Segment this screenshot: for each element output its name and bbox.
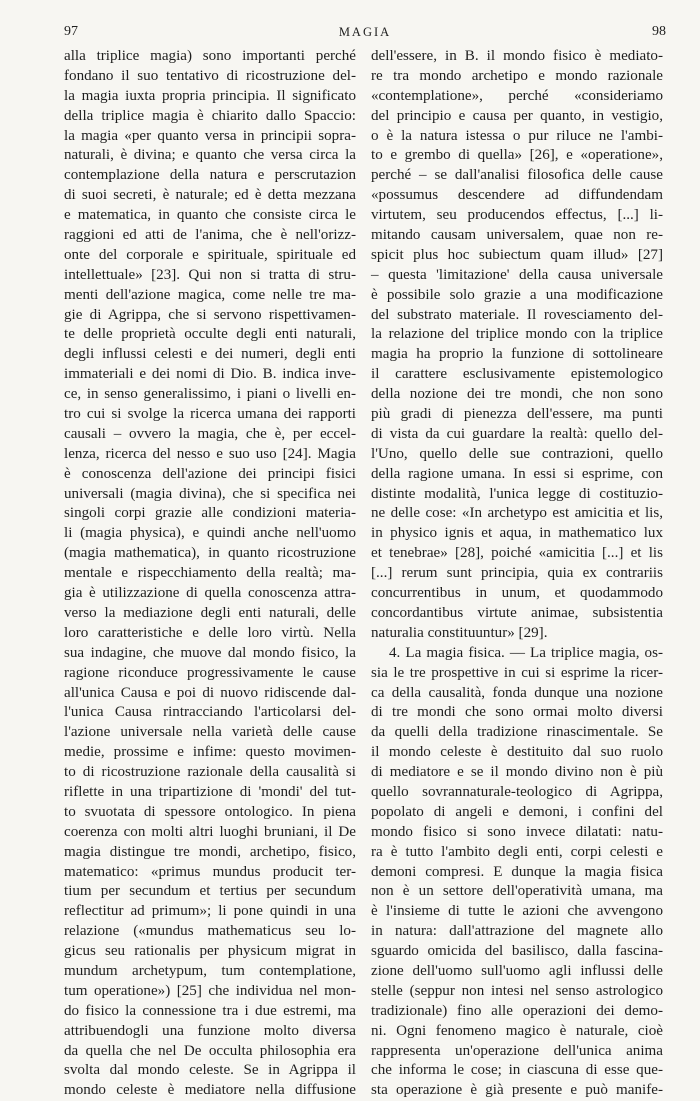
text-line: reflectitur ad primum»; li pone quindi in una [64, 903, 356, 920]
text-line: gie di Agrippa, che si servono rispettivamen- [64, 306, 356, 323]
text-line: ra è tutto l'ambito degli enti, corpi celesti e [371, 843, 663, 860]
text-line: mundum archetypum, tum contemplatione, [64, 962, 356, 979]
page-number-left: 97 [64, 24, 78, 39]
text-line: menti dell'azione magica, come nelle tre ma- [64, 286, 356, 303]
page-number-right: 98 [652, 24, 666, 39]
text-line: la relazione del triplice mondo con la triplice [371, 326, 663, 343]
text-line: dell'essere, in B. il mondo fisico è mediato- [371, 48, 663, 64]
text-line: la magia iuxta propria principia. Il significato [64, 87, 356, 104]
running-title: MAGIA [338, 25, 392, 39]
text-line: «contemplatione», perché «consideriamo [371, 87, 663, 104]
text-line: mondo fisico si sono invece dilatati: natu- [371, 823, 663, 840]
text-line: del substrato materiale. Il rovesciamento del- [371, 306, 663, 323]
text-line: singoli corpi grazie alle condizioni materia- [64, 505, 356, 522]
text-line: naturali, è divina; e quanto che versa circa la [64, 147, 356, 164]
text-line: magia ha proprio la funzione di sottolineare [371, 346, 663, 363]
text-line: distinte modalità, l'unica legge di costituzio- [371, 485, 663, 502]
text-line: l'azione universale nella varietà delle cause [64, 724, 356, 741]
text-line: di mediatore e se il mondo divino non è più [371, 764, 663, 781]
text-line: da quelli della tradizione rinascimentale. Se [371, 724, 663, 741]
text-line: tium per secundum et tertius per secundum [64, 883, 356, 900]
text-line: del principio e causa per quanto, in vestigio, [371, 107, 663, 124]
text-line: concurrentibus in unum, et quodammodo [371, 585, 663, 602]
text-line: mondo celeste è mediatore nella diffusione [64, 1082, 356, 1099]
text-line: popolato di angeli e demoni, i confini del [371, 803, 663, 820]
text-line: verso la mediazione degli enti naturali, delle [64, 604, 356, 621]
text-line: universali (magia divina), che si specifica nei [64, 485, 356, 502]
text-line: 4. La magia fisica. — La triplice magia, os- [389, 644, 663, 661]
text-line: [...] rerum sunt principia, quia ex contrariis [371, 565, 663, 582]
text-line: virtutem, seu producendos effectus, [...] li- [371, 207, 663, 224]
text-line: mentale e rispecchiamento della realtà; ma- [64, 565, 356, 582]
text-line: è possibile solo grazie a una modificazione [371, 286, 663, 303]
text-line: quello sovrannaturale-teologico di Agrippa, [371, 783, 663, 800]
text-line: et tenebrae» [28], poiché «amicitia [...] et lis [371, 545, 663, 562]
text-line: che informa le cose; in ciascuna di esse que- [371, 1062, 663, 1079]
text-line: l'unica Causa rintracciando l'articolarsi del- [64, 704, 356, 721]
text-line: mitando causam universalem, quae non re- [371, 227, 663, 244]
text-line: della ragione umana. In essi si esprime, con [371, 465, 663, 482]
text-line: to e grembo di quella» [26], e «operatione», [371, 147, 663, 164]
text-line: o è la natura istessa o pur riluce ne l'ambi- [371, 127, 663, 144]
text-line: gia è utilizzazione di quella conoscenza attra- [64, 585, 356, 602]
text-line: immateriali e dei nomi di Dio. B. indica inve- [64, 366, 356, 383]
text-line: spicit plus hoc subiectum quam illud» [27] [371, 246, 663, 263]
text-line: più gradi di pienezza dell'essere, ma punti [371, 406, 663, 423]
text-line: magia distingue tre mondi, archetipo, fisico, [64, 843, 356, 860]
text-line: gicus seu rationalis per physicum migrat in [64, 943, 356, 960]
text-line: (magia mathematica), in quanto ricostruzione [64, 545, 356, 562]
text-line: il carattere esclusivamente epistemologico [371, 366, 663, 383]
text-line: te delle proprietà occulte degli enti naturali, [64, 326, 356, 343]
text-line: contemplazione della natura e perscrutazion [64, 167, 356, 184]
text-line: li (magia physica), e quindi anche nell'uomo [64, 525, 356, 542]
text-line: onte del corporale e spirituale, spirituale ed [64, 246, 356, 263]
text-line: ragione riconduce progressivamente le cause [64, 664, 356, 681]
text-line: il mondo celeste è destituito dal suo ruolo [371, 744, 663, 761]
text-line: coerenza con molti altri luoghi bruniani, il De [64, 823, 356, 840]
text-line: è conoscenza dell'azione dei principi fisici [64, 465, 356, 482]
text-line: to di ricostruzione razionale della causalità si [64, 764, 356, 781]
text-line: do fisico la connessione tra i due estremi, ma [64, 1002, 356, 1019]
page-header [64, 24, 666, 44]
text-line: zione dell'uomo sull'uomo agli influssi delle [371, 962, 663, 979]
text-line: demoni compresi. E dunque la magia fisica [371, 863, 663, 880]
text-line: re tra mondo archetipo e mondo razionale [371, 67, 663, 84]
text-line: attribuendogli una funzione molto diversa [64, 1022, 356, 1039]
text-line: in physico ignis et aqua, in mathematico lux [371, 525, 663, 542]
text-line: di vista da cui guardare la realtà: quello del- [371, 425, 663, 442]
text-line: tum operatione») [25] che individua nel mon- [64, 982, 356, 999]
text-line: l'Uno, quello delle sue contrazioni, quello [371, 445, 663, 462]
text-line: ce, in senso generalissimo, i piani o livelli en- [64, 386, 356, 403]
text-line: medie, prossime e infime: questo movimen- [64, 744, 356, 761]
text-line: tro cui si svolge la ricerca umana dei rapporti [64, 406, 356, 423]
text-line: tradizionale) fino alle operazioni dei demo- [371, 1002, 663, 1019]
text-line: matematico: «primus mundus producit ter- [64, 863, 356, 880]
text-line: ni. Ogni fenomeno magico è naturale, cioè [371, 1022, 663, 1039]
left-text-column [64, 47, 356, 1101]
text-line: da quella che nel De occulta philosophia era [64, 1042, 356, 1059]
text-line: fondano il suo tentativo di ricostruzione del- [64, 67, 356, 84]
text-line: raggioni ed atti de l'anima, che è nell'orizz- [64, 227, 356, 244]
text-line: degli influssi celesti e dei numeri, degli enti [64, 346, 356, 363]
text-line: causali – ovvero la magia, che è, per eccel- [64, 425, 356, 442]
text-line: alla triplice magia) sono importanti perché [64, 48, 356, 64]
text-line: sta operazione è già presente e può manife- [371, 1082, 663, 1099]
text-line: ne delle cose: «In archetypo est amicitia et lis, [371, 505, 663, 522]
text-line: della triplice magia è chiarito dallo Spaccio: [64, 107, 356, 124]
text-line: di tre mondi che sono ormai molto diversi [371, 704, 663, 721]
right-text-column [371, 47, 663, 1101]
text-line: è l'insieme di tutte le azioni che avvengono [371, 903, 663, 920]
text-line: naturalia constituuntur» [29]. [371, 624, 548, 641]
text-line: lenza, ricerca del nesso e suo uso [24]. Magia [64, 445, 356, 462]
text-line: sua indagine, che muove dal mondo fisico, la [64, 644, 356, 661]
text-line: riflette in una tripartizione di 'mondi' del tut- [64, 783, 356, 800]
text-line: in natura: dall'attrazione del magnete allo [371, 923, 663, 940]
text-line: stelle (seppur non intesi nel senso astrologico [371, 982, 663, 999]
text-line: della nozione dei tre mondi, che non sono [371, 386, 663, 403]
text-line: – questa 'limitazione' della causa universale [371, 266, 663, 283]
text-line: di suoi secreti, è naturale; ed è detta mezzana [64, 187, 356, 204]
text-line: non è un settore dell'operatività umana, ma [371, 883, 663, 900]
text-line: svolta dal mondo celeste. Se in Agrippa il [64, 1062, 356, 1079]
text-line: all'unica Causa e poi di nuovo ridiscende dal- [64, 684, 356, 701]
text-line: sia le tre prospettive in cui si esprime la ricer- [371, 664, 663, 681]
text-line: «possumus descendere ad diffundendam [371, 187, 663, 204]
text-line: la magia «per quanto versa in principii sopra- [64, 127, 356, 144]
text-line: loro caratteristiche e delle loro virtù. Nella [64, 624, 356, 641]
text-line: sguardo omicida del basilisco, dalla fascina- [371, 943, 663, 960]
text-line: ca della causalità, fonda dunque una nozione [371, 684, 663, 701]
text-line: concordantibus virtute animae, subsistentia [371, 604, 663, 621]
text-line: intellettuale» [23]. Qui non si tratta di stru- [64, 266, 356, 283]
text-line: relazione («mundus mathematicus seu lo- [64, 923, 356, 940]
text-line: perché – se dall'analisi filosofica delle cause [371, 167, 663, 184]
text-line: to svuotata di spessore ontologico. In piena [64, 803, 356, 820]
text-line: rappresenta un'operazione dell'unica anima [371, 1042, 663, 1059]
text-line: e matematica, in quanto che consiste circa le [64, 207, 356, 224]
